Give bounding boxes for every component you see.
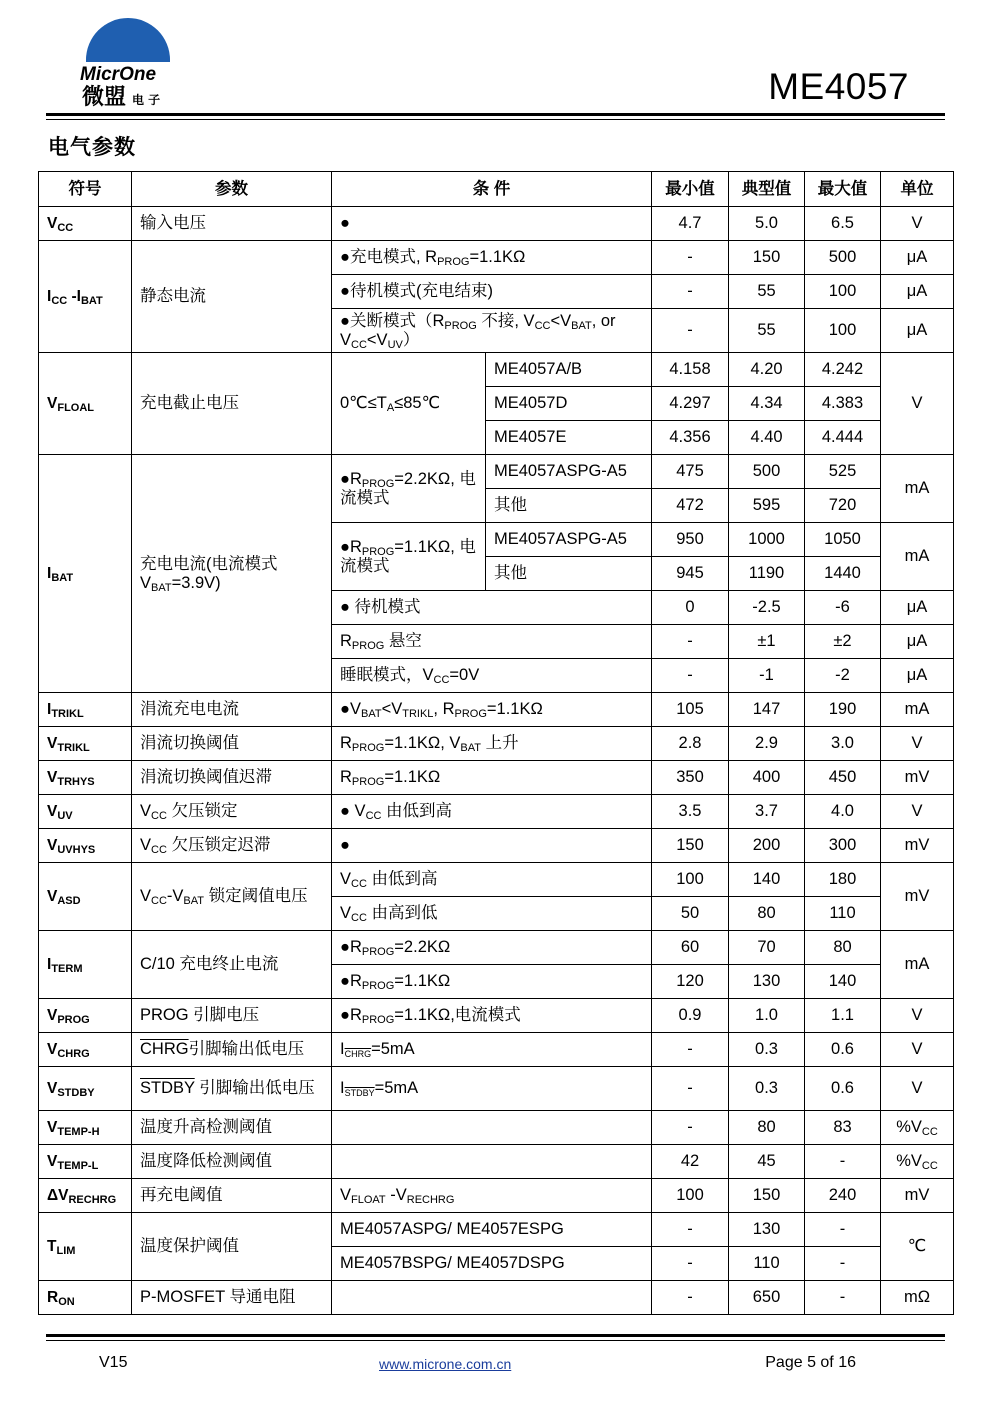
max-cell: ±2 [805, 625, 881, 659]
min-cell: 105 [652, 693, 729, 727]
typ-cell: 45 [729, 1145, 805, 1179]
table-row [39, 863, 954, 897]
microne-logo [78, 18, 178, 110]
cond-cell: $●R_{PROG}=1.1K\Omega$, 电流模式 [332, 523, 486, 591]
min-cell: - [652, 659, 729, 693]
param-cell: 充电截止电压 [132, 353, 332, 455]
min-cell: 4.297 [652, 387, 729, 421]
section-title: 电气参数 [48, 136, 136, 159]
col-header: 条 件 [332, 172, 652, 207]
typ-cell: 0.3 [729, 1067, 805, 1111]
min-cell: 60 [652, 931, 729, 965]
min-cell: 150 [652, 829, 729, 863]
cond-cell: $V_{CC}$ 由低到高 [332, 863, 652, 897]
typ-cell: 130 [729, 965, 805, 999]
footer-rule-thin [46, 1340, 945, 1341]
min-cell: - [652, 1067, 729, 1111]
typ-cell: -2.5 [729, 591, 805, 625]
param-cell: $V_{CC}$ 欠压锁定 [132, 795, 332, 829]
min-cell: 100 [652, 1179, 729, 1213]
min-cell: 4.158 [652, 353, 729, 387]
min-cell: - [652, 625, 729, 659]
max-cell: 450 [805, 761, 881, 795]
typ-cell: 0.3 [729, 1033, 805, 1067]
footer-rule [46, 1334, 945, 1337]
param-cell: 涓流切换阈值迟滞 [132, 761, 332, 795]
typ-cell: 4.40 [729, 421, 805, 455]
min-cell: - [652, 1033, 729, 1067]
typ-cell: 3.7 [729, 795, 805, 829]
min-cell: 42 [652, 1145, 729, 1179]
unit-cell: mV [881, 1179, 954, 1213]
symbol-cell: $V_{UVHYS}$ [39, 829, 132, 863]
param-cell: 温度升高检测阈值 [132, 1111, 332, 1145]
max-cell: 80 [805, 931, 881, 965]
max-cell: 6.5 [805, 207, 881, 241]
cond-cell: $I_{STDBY}=5mA$ [332, 1067, 652, 1111]
cond-cell: $I_{CHRG}=5mA$ [332, 1033, 652, 1067]
max-cell: 4.242 [805, 353, 881, 387]
min-cell: - [652, 1111, 729, 1145]
unit-cell: ℃ [881, 1213, 954, 1281]
col-header: 符号 [39, 172, 132, 207]
symbol-cell: $T_{LIM}$ [39, 1213, 132, 1281]
symbol-cell: $V_{TRIKL}$ [39, 727, 132, 761]
max-cell: 4.444 [805, 421, 881, 455]
min-cell: 3.5 [652, 795, 729, 829]
table-row [39, 1145, 954, 1179]
param-cell: $V_{CC}-V_{BAT}$ 锁定阈值电压 [132, 863, 332, 931]
typ-cell: 2.9 [729, 727, 805, 761]
max-cell: 180 [805, 863, 881, 897]
param-cell: PROG 引脚电压 [132, 999, 332, 1033]
unit-cell: $\%V_{CC}$ [881, 1111, 954, 1145]
max-cell: 100 [805, 275, 881, 309]
symbol-cell: $I_{TERM}$ [39, 931, 132, 999]
max-cell: -2 [805, 659, 881, 693]
symbol-cell: $V_{UV}$ [39, 795, 132, 829]
cond-cell: $0℃\le T_A\le 85℃$ [332, 353, 486, 455]
table-row [39, 455, 954, 489]
typ-cell: 55 [729, 275, 805, 309]
symbol-cell: $V_{TRHYS}$ [39, 761, 132, 795]
header-rule [46, 113, 945, 116]
electrical-parameters-table [38, 171, 954, 1315]
device-cell: ME4057ASPG-A5 [486, 455, 652, 489]
typ-cell: 110 [729, 1247, 805, 1281]
typ-cell: 1000 [729, 523, 805, 557]
symbol-cell: $V_{FLOAL}$ [39, 353, 132, 455]
model-title: ME4057 [768, 66, 909, 107]
symbol-cell: $V_{PROG}$ [39, 999, 132, 1033]
table-row [39, 1179, 954, 1213]
typ-cell: 400 [729, 761, 805, 795]
cond-cell: ●关断模式（$R_{PROG}$ 不接, $V_{CC}<V_{BAT}$, or $V_{CC}<V_{UV}$） [332, 309, 652, 353]
max-cell: 0.6 [805, 1033, 881, 1067]
table-row [39, 795, 954, 829]
cond-cell [332, 1281, 652, 1315]
max-cell: 100 [805, 309, 881, 353]
max-cell: 720 [805, 489, 881, 523]
param-cell: CHRG引脚输出低电压 [132, 1033, 332, 1067]
device-cell: 其他 [486, 557, 652, 591]
symbol-cell: $I_{BAT}$ [39, 455, 132, 693]
symbol-cell: $I_{CC}$ $-I_{BAT}$ [39, 241, 132, 353]
unit-cell: mA [881, 523, 954, 591]
footer-website-link[interactable]: www.microne.com.cn [379, 1356, 512, 1372]
param-cell: 充电电流(电流模式 $V_{BAT}=3.9V$) [132, 455, 332, 693]
cond-cell: $V_{FLOAT}$ $-V_{RECHRG}$ [332, 1179, 652, 1213]
param-cell: 再充电阈值 [132, 1179, 332, 1213]
max-cell: 3.0 [805, 727, 881, 761]
table-row [39, 829, 954, 863]
param-cell: 输入电压 [132, 207, 332, 241]
param-cell: 涓流充电电流 [132, 693, 332, 727]
cond-cell: $●V_{BAT}<V_{TRIKL}$, $R_{PROG}=1.1K\Omega$ [332, 693, 652, 727]
symbol-cell: $R_{ON}$ [39, 1281, 132, 1315]
unit-cell: V [881, 795, 954, 829]
min-cell: - [652, 309, 729, 353]
typ-cell: 80 [729, 1111, 805, 1145]
symbol-cell: $V_{STDBY}$ [39, 1067, 132, 1111]
device-cell: ME4057D [486, 387, 652, 421]
min-cell: 350 [652, 761, 729, 795]
cond-cell: ● [332, 207, 652, 241]
table-row [39, 207, 954, 241]
device-cell: ME4057ASPG-A5 [486, 523, 652, 557]
symbol-cell: $\Delta V_{RECHRG}$ [39, 1179, 132, 1213]
cond-cell [332, 1111, 652, 1145]
typ-cell: 80 [729, 897, 805, 931]
unit-cell: μA [881, 625, 954, 659]
max-cell: - [805, 1281, 881, 1315]
typ-cell: ±1 [729, 625, 805, 659]
cond-cell: 睡眠模式，$V_{CC}=0V$ [332, 659, 652, 693]
max-cell: 140 [805, 965, 881, 999]
unit-cell: μA [881, 275, 954, 309]
table-row [39, 931, 954, 965]
min-cell: 950 [652, 523, 729, 557]
symbol-cell: $V_{CHRG}$ [39, 1033, 132, 1067]
symbol-cell: $V_{TEMP-L}$ [39, 1145, 132, 1179]
max-cell: 1050 [805, 523, 881, 557]
param-cell: STDBY 引脚输出低电压 [132, 1067, 332, 1111]
max-cell: 525 [805, 455, 881, 489]
cond-cell: ME4057BSPG/ ME4057DSPG [332, 1247, 652, 1281]
min-cell: 100 [652, 863, 729, 897]
typ-cell: 650 [729, 1281, 805, 1315]
typ-cell: 5.0 [729, 207, 805, 241]
min-cell: 2.8 [652, 727, 729, 761]
cond-cell: $R_{PROG}$ 悬空 [332, 625, 652, 659]
col-header: 典型值 [729, 172, 805, 207]
unit-cell: μA [881, 309, 954, 353]
logo-brand-cn2: 电 子 [132, 93, 161, 107]
typ-cell: 4.20 [729, 353, 805, 387]
max-cell: 300 [805, 829, 881, 863]
cond-cell: $R_{PROG}=1.1K\Omega$, $V_{BAT}$ 上升 [332, 727, 652, 761]
typ-cell: 150 [729, 1179, 805, 1213]
device-cell: 其他 [486, 489, 652, 523]
unit-cell: V [881, 727, 954, 761]
min-cell: - [652, 241, 729, 275]
max-cell: 4.0 [805, 795, 881, 829]
max-cell: 1.1 [805, 999, 881, 1033]
min-cell: 0 [652, 591, 729, 625]
device-cell: ME4057A/B [486, 353, 652, 387]
min-cell: 4.7 [652, 207, 729, 241]
unit-cell: V [881, 1033, 954, 1067]
max-cell: 190 [805, 693, 881, 727]
table-row [39, 1281, 954, 1315]
min-cell: 4.356 [652, 421, 729, 455]
logo-brand-cn: 微盟 [82, 85, 127, 110]
max-cell: 83 [805, 1111, 881, 1145]
unit-cell: mA [881, 455, 954, 523]
min-cell: 120 [652, 965, 729, 999]
typ-cell: 1.0 [729, 999, 805, 1033]
typ-cell: 500 [729, 455, 805, 489]
unit-cell: V [881, 207, 954, 241]
param-cell: 静态电流 [132, 241, 332, 353]
cond-cell: ME4057ASPG/ ME4057ESPG [332, 1213, 652, 1247]
table-row [39, 727, 954, 761]
min-cell: - [652, 1213, 729, 1247]
min-cell: 472 [652, 489, 729, 523]
cond-cell: $●R_{PROG}=1.1K\Omega$ [332, 965, 652, 999]
table-row [39, 241, 954, 275]
typ-cell: 4.34 [729, 387, 805, 421]
symbol-cell: $I_{TRIKL}$ [39, 693, 132, 727]
typ-cell: 130 [729, 1213, 805, 1247]
footer-version: V15 [99, 1354, 128, 1371]
unit-cell: μA [881, 659, 954, 693]
min-cell: 945 [652, 557, 729, 591]
max-cell: 1440 [805, 557, 881, 591]
cond-cell: $●R_{PROG}=1.1K\Omega$,电流模式 [332, 999, 652, 1033]
unit-cell: V [881, 353, 954, 455]
min-cell: 475 [652, 455, 729, 489]
max-cell: 500 [805, 241, 881, 275]
cond-cell: ● [332, 829, 652, 863]
max-cell: 0.6 [805, 1067, 881, 1111]
cond-cell: $●R_{PROG}=2.2K\Omega$, 电流模式 [332, 455, 486, 523]
typ-cell: 70 [729, 931, 805, 965]
min-cell: 50 [652, 897, 729, 931]
unit-cell: mΩ [881, 1281, 954, 1315]
typ-cell: 55 [729, 309, 805, 353]
param-cell: C/10 充电终止电流 [132, 931, 332, 999]
unit-cell: mA [881, 693, 954, 727]
col-header: 最小值 [652, 172, 729, 207]
col-header: 最大值 [805, 172, 881, 207]
max-cell: - [805, 1213, 881, 1247]
typ-cell: 147 [729, 693, 805, 727]
max-cell: - [805, 1247, 881, 1281]
typ-cell: -1 [729, 659, 805, 693]
unit-cell: μA [881, 591, 954, 625]
cond-cell: ● 待机模式 [332, 591, 652, 625]
table-row [39, 999, 954, 1033]
logo-brand-en: MicrOne [80, 64, 157, 85]
cond-cell: ●待机模式(充电结束) [332, 275, 652, 309]
table-header-row [39, 172, 954, 207]
cond-cell: $V_{CC}$ 由高到低 [332, 897, 652, 931]
min-cell: - [652, 1281, 729, 1315]
param-cell: 涓流切换阈值 [132, 727, 332, 761]
cond-cell: $R_{PROG}=1.1K\Omega$ [332, 761, 652, 795]
typ-cell: 150 [729, 241, 805, 275]
max-cell: -6 [805, 591, 881, 625]
typ-cell: 1190 [729, 557, 805, 591]
cond-cell: ●充电模式, $R_{PROG}=1.1K\Omega$ [332, 241, 652, 275]
footer-page-number: Page 5 of 16 [765, 1354, 856, 1371]
unit-cell: mV [881, 829, 954, 863]
max-cell: 240 [805, 1179, 881, 1213]
unit-cell: $\%V_{CC}$ [881, 1145, 954, 1179]
symbol-cell: $V_{CC}$ [39, 207, 132, 241]
max-cell: 4.383 [805, 387, 881, 421]
table-row [39, 1213, 954, 1247]
unit-cell: μA [881, 241, 954, 275]
unit-cell: V [881, 1067, 954, 1111]
table-row [39, 1067, 954, 1111]
param-cell: 温度降低检测阈值 [132, 1145, 332, 1179]
table-row [39, 761, 954, 795]
max-cell: - [805, 1145, 881, 1179]
cond-cell: $●R_{PROG}=2.2K\Omega$ [332, 931, 652, 965]
col-header: 参数 [132, 172, 332, 207]
param-cell: 温度保护阈值 [132, 1213, 332, 1281]
typ-cell: 140 [729, 863, 805, 897]
unit-cell: mV [881, 863, 954, 931]
symbol-cell: $V_{ASD}$ [39, 863, 132, 931]
min-cell: - [652, 275, 729, 309]
device-cell: ME4057E [486, 421, 652, 455]
typ-cell: 200 [729, 829, 805, 863]
table-row [39, 693, 954, 727]
param-cell: $V_{CC}$ 欠压锁定迟滞 [132, 829, 332, 863]
col-header: 单位 [881, 172, 954, 207]
cond-cell: ● $V_{CC}$ 由低到高 [332, 795, 652, 829]
unit-cell: V [881, 999, 954, 1033]
symbol-cell: $V_{TEMP-H}$ [39, 1111, 132, 1145]
unit-cell: mA [881, 931, 954, 999]
table-row [39, 1033, 954, 1067]
typ-cell: 595 [729, 489, 805, 523]
min-cell: - [652, 1247, 729, 1281]
cond-cell [332, 1145, 652, 1179]
header-rule-thin [46, 119, 945, 120]
table-row [39, 1111, 954, 1145]
param-cell: P-MOSFET 导通电阻 [132, 1281, 332, 1315]
max-cell: 110 [805, 897, 881, 931]
min-cell: 0.9 [652, 999, 729, 1033]
table-row [39, 353, 954, 387]
unit-cell: mV [881, 761, 954, 795]
